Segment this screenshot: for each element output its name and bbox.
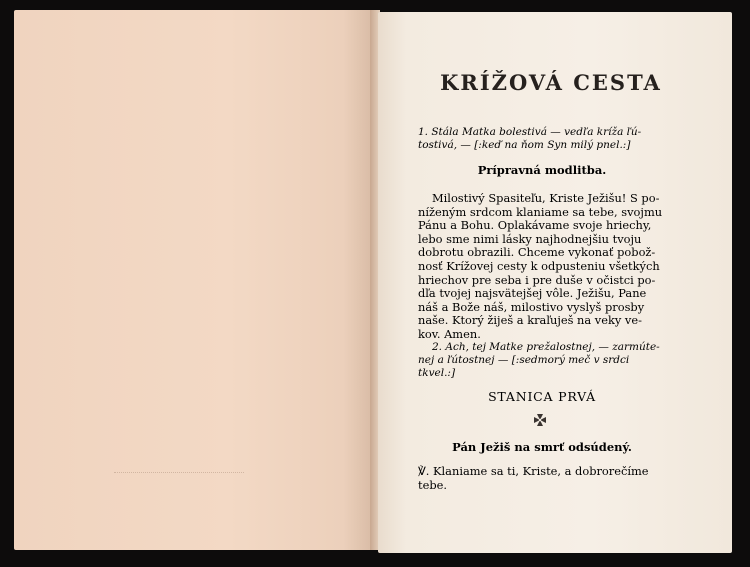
prayer-line: kov. Amen. [418,326,481,341]
hymn-verse-1-line: tostivá, — [:keď na ňom Syn milý pnel.:] [418,139,631,151]
hymn-verse-2-line: tkvel.:] [418,367,456,379]
station-heading: STANICA PRVÁ [488,389,596,404]
station-title: Pán Ježiš na smrť odsúdený. [452,440,632,454]
prayer-line: hriechov pre seba i pre duše v očistci po- [418,272,656,287]
prayer-line: nosť Krížovej cesty k odpusteniu všetkých [418,258,660,273]
hymn-verse-1-line: 1. Stála Matka bolestivá — vedľa kríža ľú- [418,126,642,138]
prayer-line: Milostivý Spasiteľu, Kriste Ježišu! S po- [432,191,660,205]
prayer-line: níženým srdcom klaniame sa tebe, svojmu [418,204,663,219]
response-versicle [418,465,666,492]
hymn-verse-1 [418,126,658,152]
prayer-line: naše. Ktorý žiješ a kraľuješ na veky ve- [418,313,642,328]
page-title: KRÍŽOVÁ CESTA [440,70,662,95]
prayer-line: náš a Bože náš, milostivo vyslyš prosby [418,299,645,314]
hymn-verse-2-line: nej a ľútostnej — [:sedmorý meč v srdci [418,354,630,366]
prayer-line: dobrotu obrazili. Chceme vykonať pobož- [418,245,656,260]
faint-page-mark [114,472,244,474]
preparatory-prayer [418,192,666,342]
left-page-blank [14,10,372,550]
prayer-line: Pánu a Bohu. Oplakávame svoje hriechy, [418,218,652,233]
prayer-line: dľa tvojej najsvätejšej vôle. Ježišu, Pane [418,286,647,301]
hymn-verse-2-line: 2. Ach, tej Matke prežalostnej, — zarmúte- [432,341,660,353]
response-line: ℣. Klaniame sa ti, Kriste, a dobrorečíme [418,464,649,478]
maltese-cross-icon [533,413,547,427]
prayer-heading: Prípravná modlitba. [477,163,607,177]
hymn-verse-2 [418,341,666,380]
prayer-line: lebo sme nimi lásky najhodnejšiu tvoju [418,231,642,246]
response-line: tebe. [418,477,447,492]
